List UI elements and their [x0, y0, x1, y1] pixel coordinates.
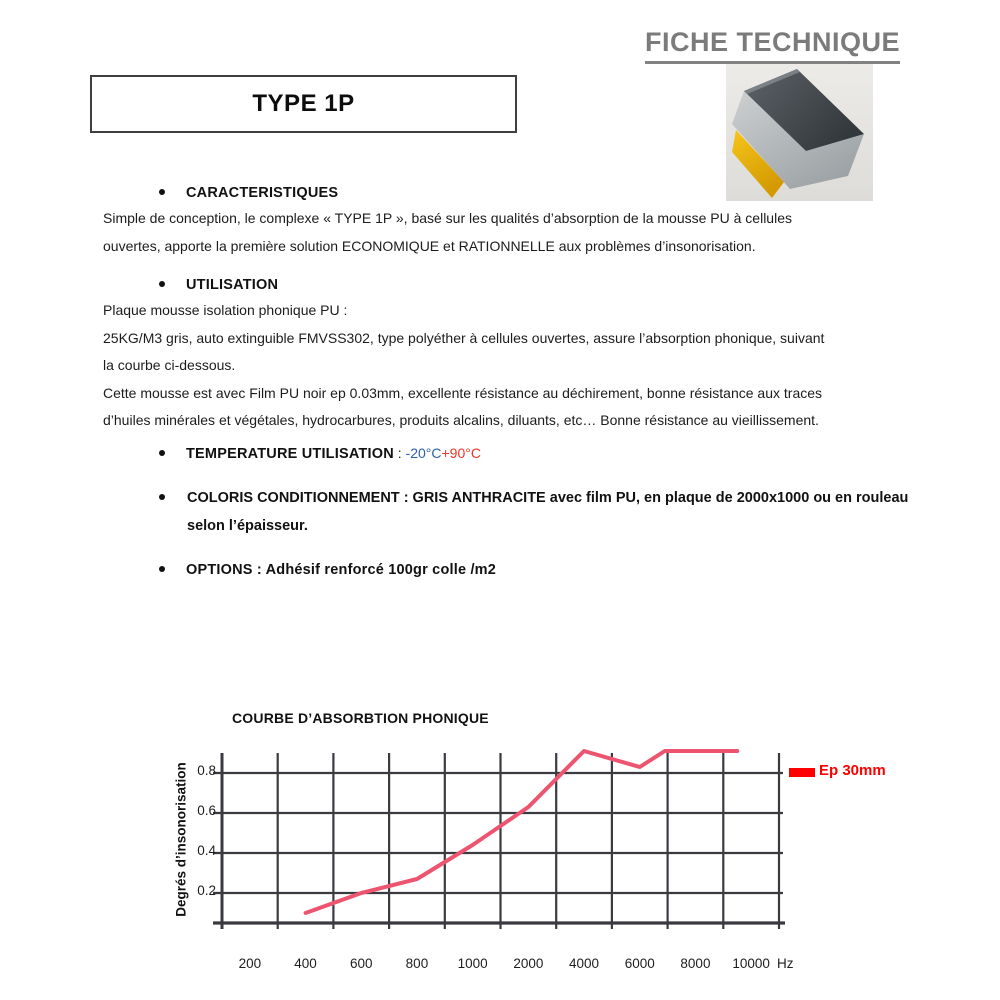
section-heading-caracteristiques: CARACTERISTIQUES: [186, 185, 339, 201]
absorption-curve: [306, 751, 738, 913]
y-tick-label: 0.4: [197, 843, 216, 858]
x-tick-label: 1000: [457, 956, 488, 971]
y-tick-label: 0.2: [197, 883, 216, 898]
temperature-separator: :: [393, 445, 406, 461]
x-tick-label: 10000: [732, 956, 770, 971]
text-line: la courbe ci-dessous.: [103, 357, 236, 373]
legend-label: Ep 30mm: [819, 762, 886, 779]
x-tick-label: 800: [405, 956, 429, 971]
page-title: FICHE TECHNIQUE: [645, 27, 900, 64]
product-title: TYPE 1P: [252, 90, 355, 117]
y-tick-label: 0.8: [197, 763, 216, 778]
legend-swatch: [789, 768, 815, 777]
x-tick-label: 8000: [680, 956, 711, 971]
x-tick-label: 600: [349, 956, 373, 971]
x-axis-unit: Hz: [777, 956, 794, 971]
x-tick-label: 2000: [513, 956, 544, 971]
temperature-min-value: -20°C: [405, 445, 442, 461]
x-tick-label: 200: [238, 956, 262, 971]
text-line: ouvertes, apporte la première solution ECONOMIQUE et RATIONNELLE aux problèmes d’insonorisation.: [103, 237, 756, 254]
text-line: Plaque mousse isolation phonique PU :: [103, 302, 348, 318]
text-line: Cette mousse est avec Film PU noir ep 0.03mm, excellente résistance au déchirement, bonne résistance aux traces: [103, 384, 823, 401]
temperature-max-value: +90°C: [441, 445, 481, 461]
text-line: Simple de conception, le complexe « TYPE 1P », basé sur les qualités d’absorption de la mousse PU à cellules: [103, 210, 792, 226]
x-tick-label: 6000: [624, 956, 655, 971]
x-tick-label: 4000: [569, 956, 600, 971]
y-tick-label: 0.6: [197, 803, 216, 818]
x-tick-label: 400: [294, 956, 317, 971]
text-line: COLORIS CONDITIONNEMENT : GRIS ANTHRACITE avec film PU, en plaque de 2000x1000 ou en rouleau: [187, 490, 909, 506]
text-line: d’huiles minérales et végétales, hydrocarbures, produits alcalins, diluants, etc… Bonne résistance au vieillissement.: [103, 412, 819, 428]
chart-y-axis-label: Degrés d’insonorisation: [173, 762, 189, 917]
text-line: selon l’épaisseur.: [187, 517, 308, 534]
text-line: 25KG/M3 gris, auto extinguible FMVSS302, type polyéther à cellules ouvertes, assure l’absorption phonique, suivant: [103, 329, 825, 346]
section-options-text: OPTIONS : Adhésif renforcé 100gr colle /m2: [186, 562, 497, 578]
section-heading-temperature: TEMPERATURE UTILISATION: [186, 446, 394, 462]
chart-title: COURBE D’ABSORBTION PHONIQUE: [232, 710, 489, 726]
section-heading-utilisation: UTILISATION: [186, 277, 279, 293]
